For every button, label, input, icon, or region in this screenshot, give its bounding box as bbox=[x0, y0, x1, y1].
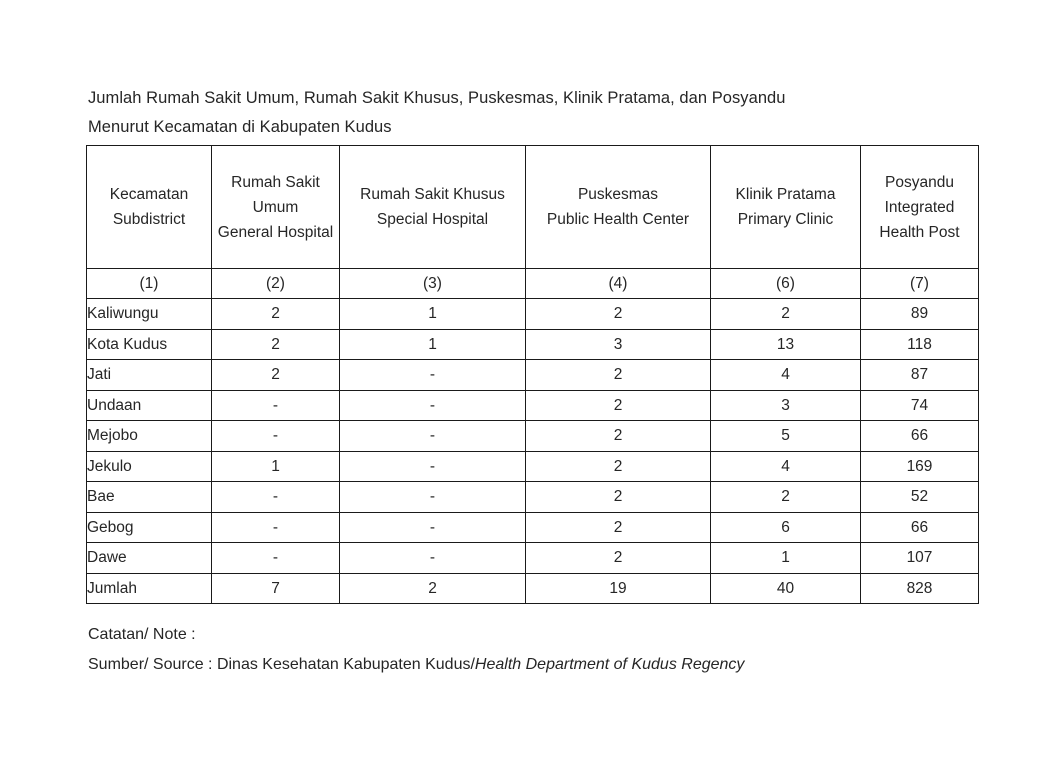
cell-value: 4 bbox=[711, 451, 861, 482]
cell-value: 828 bbox=[861, 573, 979, 604]
header-label-en: General Hospital bbox=[217, 223, 334, 241]
cell-value: 2 bbox=[526, 451, 711, 482]
cell-value: 74 bbox=[861, 390, 979, 421]
column-number: (4) bbox=[526, 269, 711, 299]
table-row bbox=[87, 421, 979, 452]
cell-subdistrict-name: Kaliwungu bbox=[87, 299, 212, 330]
table-row bbox=[87, 360, 979, 391]
cell-value: 52 bbox=[861, 482, 979, 513]
header-label-id: Posyandu bbox=[885, 173, 954, 191]
table-row bbox=[87, 451, 979, 482]
table-body bbox=[87, 299, 979, 604]
cell-value: - bbox=[212, 390, 340, 421]
header-label-id: Klinik Pratama bbox=[735, 186, 836, 203]
cell-value: 1 bbox=[711, 543, 861, 574]
header-label-id: Kecamatan bbox=[109, 186, 189, 203]
cell-value: 1 bbox=[212, 451, 340, 482]
note-sumber-prefix: Sumber/ Source : Dinas Kesehatan Kabupaten Kudus/ bbox=[88, 656, 475, 673]
column-header-public-health-center bbox=[526, 146, 711, 269]
column-header-integrated-health-post bbox=[861, 146, 979, 269]
title-line-1: Jumlah Rumah Sakit Umum, Rumah Sakit Khusus, Puskesmas, Klinik Pratama, dan Posyandu bbox=[88, 89, 786, 107]
table-row bbox=[87, 512, 979, 543]
cell-value: 13 bbox=[711, 329, 861, 360]
cell-value: - bbox=[212, 512, 340, 543]
column-number: (1) bbox=[87, 269, 212, 299]
header-label-en: Integrated Health Post bbox=[879, 198, 960, 241]
cell-value: 2 bbox=[526, 299, 711, 330]
title-line-2: Menurut Kecamatan di Kabupaten Kudus bbox=[88, 118, 392, 136]
cell-value: 2 bbox=[711, 482, 861, 513]
column-number: (2) bbox=[212, 269, 340, 299]
table-row bbox=[87, 390, 979, 421]
cell-value: - bbox=[340, 390, 526, 421]
table-header-row bbox=[87, 146, 979, 269]
statistics-table bbox=[86, 145, 979, 604]
cell-value: 89 bbox=[861, 299, 979, 330]
cell-subdistrict-name: Undaan bbox=[87, 390, 212, 421]
cell-value: 2 bbox=[526, 421, 711, 452]
column-number-row bbox=[87, 269, 979, 299]
cell-value: 2 bbox=[212, 360, 340, 391]
header-label-en: Primary Clinic bbox=[737, 211, 834, 228]
column-header-primary-clinic bbox=[711, 146, 861, 269]
cell-value: 1 bbox=[340, 329, 526, 360]
cell-subdistrict-name: Jumlah bbox=[87, 573, 212, 604]
header-label-en: Public Health Center bbox=[546, 211, 690, 228]
cell-value: 2 bbox=[212, 299, 340, 330]
note-sumber bbox=[88, 650, 968, 680]
cell-value: 2 bbox=[526, 482, 711, 513]
cell-value: 87 bbox=[861, 360, 979, 391]
cell-value: 2 bbox=[526, 390, 711, 421]
cell-value: 40 bbox=[711, 573, 861, 604]
column-number: (3) bbox=[340, 269, 526, 299]
cell-value: - bbox=[212, 421, 340, 452]
cell-value: 4 bbox=[711, 360, 861, 391]
cell-subdistrict-name: Jekulo bbox=[87, 451, 212, 482]
header-label-en: Subdistrict bbox=[112, 211, 186, 228]
cell-subdistrict-name: Dawe bbox=[87, 543, 212, 574]
column-header-subdistrict bbox=[87, 146, 212, 269]
cell-subdistrict-name: Gebog bbox=[87, 512, 212, 543]
cell-value: 7 bbox=[212, 573, 340, 604]
header-label-id: Rumah Sakit Umum bbox=[231, 173, 320, 216]
column-header-general-hospital bbox=[212, 146, 340, 269]
header-label-en: Special Hospital bbox=[376, 211, 489, 228]
header-label-id: Puskesmas bbox=[577, 186, 659, 203]
cell-value: 66 bbox=[861, 512, 979, 543]
cell-value: 169 bbox=[861, 451, 979, 482]
cell-value: 6 bbox=[711, 512, 861, 543]
cell-value: 5 bbox=[711, 421, 861, 452]
table-row bbox=[87, 329, 979, 360]
cell-subdistrict-name: Mejobo bbox=[87, 421, 212, 452]
cell-value: 3 bbox=[711, 390, 861, 421]
cell-value: 66 bbox=[861, 421, 979, 452]
column-number: (6) bbox=[711, 269, 861, 299]
note-catatan: Catatan/ Note : bbox=[88, 626, 196, 643]
footer-notes bbox=[88, 620, 968, 680]
cell-value: - bbox=[340, 360, 526, 391]
cell-value: - bbox=[340, 512, 526, 543]
table-row bbox=[87, 482, 979, 513]
page-title bbox=[88, 84, 968, 142]
cell-subdistrict-name: Bae bbox=[87, 482, 212, 513]
cell-value: 2 bbox=[711, 299, 861, 330]
column-header-special-hospital bbox=[340, 146, 526, 269]
cell-value: - bbox=[212, 482, 340, 513]
cell-value: 1 bbox=[340, 299, 526, 330]
cell-value: - bbox=[212, 543, 340, 574]
table-row bbox=[87, 299, 979, 330]
cell-value: 107 bbox=[861, 543, 979, 574]
cell-subdistrict-name: Jati bbox=[87, 360, 212, 391]
cell-value: 3 bbox=[526, 329, 711, 360]
table-row bbox=[87, 543, 979, 574]
cell-value: 118 bbox=[861, 329, 979, 360]
cell-value: 2 bbox=[340, 573, 526, 604]
cell-value: - bbox=[340, 451, 526, 482]
cell-value: 2 bbox=[526, 543, 711, 574]
cell-value: 2 bbox=[526, 512, 711, 543]
cell-value: 2 bbox=[526, 360, 711, 391]
cell-value: 2 bbox=[212, 329, 340, 360]
cell-value: - bbox=[340, 482, 526, 513]
note-sumber-italic: Health Department of Kudus Regency bbox=[474, 656, 745, 673]
cell-value: - bbox=[340, 421, 526, 452]
table-row bbox=[87, 573, 979, 604]
column-number: (7) bbox=[861, 269, 979, 299]
cell-subdistrict-name: Kota Kudus bbox=[87, 329, 212, 360]
header-label-id: Rumah Sakit Khusus bbox=[360, 186, 505, 203]
cell-value: 19 bbox=[526, 573, 711, 604]
cell-value: - bbox=[340, 543, 526, 574]
